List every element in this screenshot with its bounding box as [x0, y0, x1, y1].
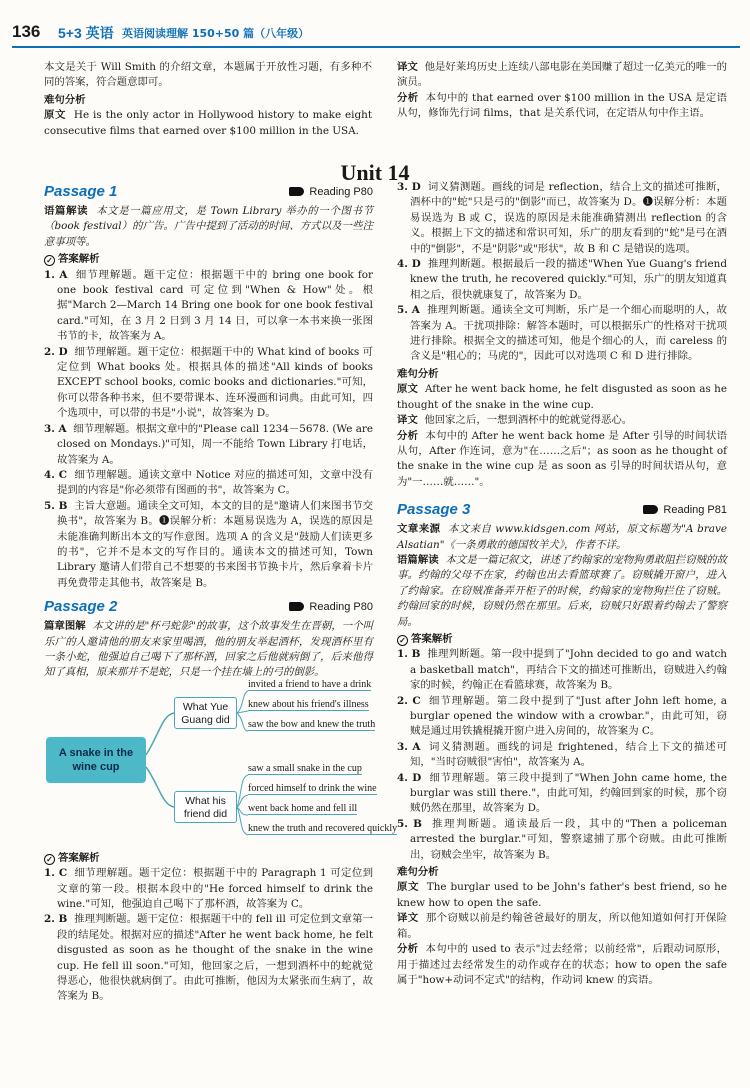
analysis: 分析 本句中的 After he went back home 是 After 引导的时间状语从句，After 作连词，意为"在……之后"；as soon as he thought of the snake in the wine cup 是 as soon as 引导的时间状语从句，意为"一……就……"。 [397, 429, 727, 488]
mind-map-leaf: saw a small snake in the cup [248, 762, 362, 774]
answer-item: 4. D 推理判断题。根据最后一段的描述"When Yue Guang's friend knew the truth, he recovered quickly."可知，乐广的朋友知道真相之后，很快就康复了，故答案为 D。 [397, 258, 727, 301]
page-number: 136 [12, 22, 41, 41]
right-column [397, 180, 727, 988]
translation: 译文 他回家之后，一想到酒杯中的蛇就觉得恶心。 [397, 414, 633, 427]
mind-map-group-friend: What his friend did [174, 791, 237, 823]
answer-item: 2. D 细节理解题。题干定位：根据题干中的 What kind of books 可定位到 What books 处。根据具体的描述"All kinds of books EXCEPT school books, comic books and dictionaries."可知，你可以带各种书来，但不要带课本、连环漫画和词典。由此可知，四个选项中，可以带的书是"小说"，故答案为 D。 [44, 345, 373, 420]
analysis-label: 分析 [397, 91, 419, 104]
passage-2-summary: 篇章图解 本文讲的是"杯弓蛇影"的故事，这个故事发生在晋朝，一个叫乐广的人邀请他的朋友来家里喝酒，他的朋友举起酒杯，发现酒杯里有一条小蛇，他强迫自己喝下了那杯酒，回家之后他就病倒了，后来他得知了真相，原来那并不是蛇，只是一个挂在墙上的弓的倒影。 [44, 620, 374, 679]
translation-text: 他是好莱坞历史上连续八部电影在美国赚了超过一亿美元的唯一的演员。 [397, 61, 728, 89]
mind-map-group-yue-guang: What Yue Guang did [174, 697, 237, 729]
pointing-hand-icon [289, 602, 304, 611]
translation-label: 译文 [397, 61, 418, 73]
passage-3-reading-ref: Reading P81 [643, 504, 727, 516]
connector [146, 767, 174, 807]
difficult-sentence-heading: 难句分析 [44, 93, 86, 106]
passage-3-header [397, 500, 727, 522]
mind-map-leaf: knew the truth and recovered quickly [248, 822, 398, 834]
connector [237, 713, 248, 731]
answer-icon: ✓ [44, 255, 55, 266]
answer-item: 5. B 推理判断题。通读最后一段，其中的"Then a policeman arrested the burglar."可知，警察逮捕了那个窃贼。由此可推断出，窃贼会坐牢，故答案为 B。 [397, 817, 728, 861]
mind-map-center: A snake in the wine cup [46, 737, 146, 783]
passage-1-header [44, 182, 373, 204]
header-rule [12, 46, 740, 48]
passage-1-title: Passage 1 [44, 183, 118, 200]
mind-map-leaf: knew about his friend's illness [248, 698, 369, 710]
mind-map-leaf: went back home and fell ill [248, 802, 358, 814]
answer-item: 1. A 细节理解题。题干定位：根据题干中的 bring one book for one book festival card 可定位到"When & How"处。根据"March 2—March 14 Bring one book for one book festival card."可知，在 3 月 2 日到 3 月 14 日，可以拿一本书来换一张图书节的卡，故答案为 A。 [44, 268, 373, 343]
passage-3-summary: 语篇解读 本文是一篇记叙文，讲述了约翰家的宠物狗勇敢阻拦窃贼的故事。约翰的父母不在家，约翰也出去看篮球赛了。窃贼撬开窗户，进入了约翰家。在窃贼准备弄开柜子的时候，约翰家的宠物狗拦住了窃贼。约翰回家的时候，窃贼仍然在那里。后来，窃贼只好跟着约翰去了警察局。 [397, 553, 728, 628]
passage-1-summary: 语篇解读 本文是一篇应用文，是 Town Library 举办的一个图书节（book festival）的广告。广告中提到了活动的时间、方式以及一些注意事项等。 [44, 205, 373, 248]
original-sentence: 原文 The burglar used to be John's father's best friend, so he knew how to open the safe. [397, 881, 727, 909]
passage-3-source: 文章来源 本文来自 www.kidsgen.com 网站，原文标题为"A brave Alsatian"《一条勇敢的德国牧羊犬》，作者不详。 [397, 523, 727, 551]
passage-1-answers-heading: ✓ 答案解析 [44, 252, 373, 267]
passage-2-answers-heading: ✓ 答案解析 [44, 851, 373, 866]
answer-item: 1. C 细节理解题。题干定位：根据题干中的 Paragraph 1 可定位到文章的第一段。根据本段中的"He forced himself to drink the wine."可知，他强迫自己喝下了那杯酒，故答案为 C。 [44, 867, 373, 910]
connector [237, 775, 248, 807]
original-text: He is the only actor in Hollywood history to make eight consecutive films that earned over $100 million in the USA. [44, 109, 373, 137]
analysis: 分析 本句中的 used to 表示"过去经常；以前经常"，后跟动词原形，用于描述过去经常发生的动作或存在的状态；how to open the safe 属于"how+动词不定式"的结构，作动词 knew 的宾语。 [397, 943, 727, 986]
answer-item: 5. A 推理判断题。通读全文可判断，乐广是一个细心而聪明的人，故答案为 A。干扰项排除：解答本题时，可以根据乐广的性格对干扰项进行排除。根据全文的描述可知，他是个细心的人，而 careless 的含义是"粗心的；马虎的"，因此可以对选项 C 和 D 进行排除。 [397, 304, 728, 363]
connector [146, 713, 174, 755]
passage-2-reading-ref: Reading P80 [289, 601, 373, 613]
answer-icon: ✓ [44, 854, 55, 865]
original-label: 原文 [44, 109, 67, 122]
left-column [44, 180, 398, 1005]
answer-item: 1. B 推理判断题。第一段中提到了"John decided to go and watch a basketball match"，再结合下文的描述可推断出，窃贼进入约翰家的时候，约翰正在看篮球赛，故答案为 B。 [397, 648, 727, 692]
passage-2-header [44, 597, 373, 619]
passage-3-difficult-heading: 难句分析 [397, 866, 439, 879]
passage-1-answers [44, 268, 373, 592]
answer-icon: ✓ [397, 635, 408, 646]
answer-item: 3. A 词义猜测题。画线的词是 frightened，结合上下文的描述可知，"当时窃贼很"害怕"，故答案为 A。 [397, 740, 727, 769]
answer-item: 2. B 推理判断题。题干定位：根据题干中的 fell ill 可定位到文章第一段的结尾处。根据对应的描述"After he went back home, he felt disgusted as soon as he thought of the snake in the wine cup. He fell ill soon."可知，他回家之后，一想到酒杯中的蛇就觉得恶心，他很快就病倒了。由此可推断，他因为太紧张而生病了，故答案为 B。 [44, 913, 373, 1003]
analysis-text: 本句中的 that earned over $100 million in the USA 是定语从句，修饰先行词 films，that 是关系代词，在定语从句中作主语。 [397, 91, 727, 120]
series-name: 5+3 英语 [58, 25, 114, 41]
connector [237, 807, 248, 835]
mind-map-leaf: invited a friend to have a drink [248, 678, 372, 690]
answer-item: 5. B 主旨大意题。通读全文可知，本文的目的是"邀请人们来图书节交换书"，故答案为 B。❶误解分析：本题易误选为 A，误选的原因是未能准确判断出本文的写作意图。选项 A 的含义是"鼓励人们读更多的书"，它并不是本文的写作目的。通读本文的描述可知，Town Library 邀请人们带自己不想要的书来图书节换卡片，然后拿着卡片再免费带走其他书，故答案是 B。 [44, 499, 373, 589]
answer-item: 4. D 细节理解题。第三段中提到了"When John came home, the burglar was still there."，由此可知，约翰回到家的时候，那个窃贼仍然在那里，故答案为 D。 [397, 771, 728, 815]
intro-text: 本文是关于 Will Smith 的介绍文章，本题属于开放性习题，有多种不同的答案，符合题意即可。 [44, 61, 372, 89]
pointing-hand-icon [289, 187, 304, 196]
unit-title: Unit 14 [340, 160, 410, 185]
previous-unit-left [44, 60, 372, 139]
passage-2-difficult-heading: 难句分析 [397, 367, 439, 380]
passage-3-answers-heading: ✓ 答案解析 [397, 632, 727, 647]
page-header [0, 0, 750, 46]
translation [397, 60, 727, 91]
mind-map-leaf: saw the bow and knew the truth [248, 718, 376, 730]
passage-1-reading-ref: Reading P80 [289, 186, 373, 198]
answer-item: 3. A 细节理解题。根据文章中的"Please call 1234－5678. (We are closed on Mondays.)"可知，周一不能给 Town Library 打电话，故答案为 A。 [44, 422, 374, 466]
answer-item: 4. C 细节理解题。通读文章中 Notice 对应的描述可知，文章中没有提到的内容是"你必须带有图画的书"，故答案为 C。 [44, 468, 374, 497]
mind-map-leaf: forced himself to drink the wine [248, 782, 377, 794]
story-mind-map [44, 678, 398, 845]
connector [237, 691, 248, 713]
passage-3-title: Passage 3 [397, 501, 471, 519]
original-sentence: 原文 After he went back home, he felt disgusted as soon as he thought of the snake in the wine cup. [397, 383, 728, 411]
original-sentence [44, 108, 372, 139]
translation: 译文 那个窃贼以前是约翰爸爸最好的朋友，所以他知道如何打开保险箱。 [397, 912, 728, 940]
pointing-hand-icon [643, 505, 658, 514]
analysis [397, 91, 727, 122]
answer-item: 2. C 细节理解题。第二段中提到了"Just after John left home, a burglar opened the window with a crowbar."，由此可知，窃贼是通过用铁撬棍撬开窗户进入房间的，故答案为 C。 [397, 694, 727, 738]
previous-unit-right [397, 60, 727, 122]
passage-2-title: Passage 2 [44, 598, 118, 616]
book-title: 英语阅读理解 150+50 篇（八年级） [122, 27, 310, 40]
answer-item: 3. D 词义猜测题。画线的词是 reflection，结合上文的描述可推断，酒杯中的"蛇"只是弓的"倒影"而已，故答案为 D。❶误解分析：本题易误选为 B 或 C，误选的原因是未能准确猜测出 reflection 的含义。根据上下文的描述和常识可知，乐广的朋友看到的"蛇"是弓在酒中的"倒影"，不是"阴影"或"形状"，故 B 和 C 是错误的选项。 [397, 181, 727, 255]
